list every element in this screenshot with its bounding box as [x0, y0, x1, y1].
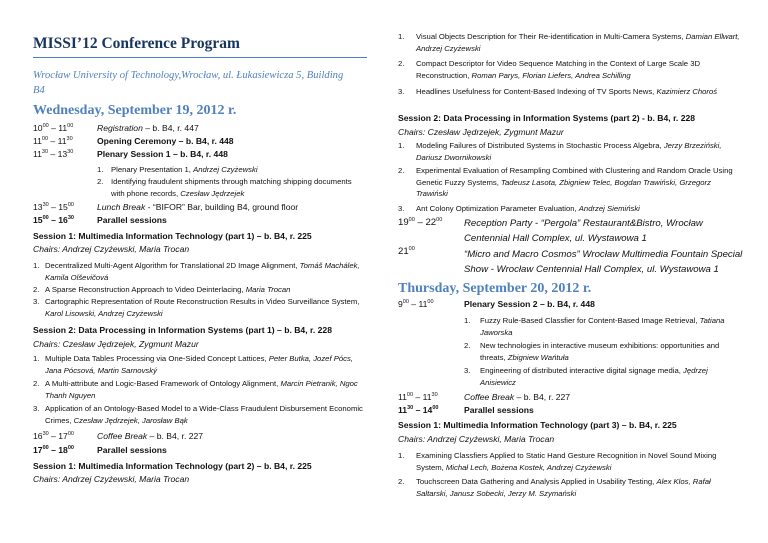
event-plenary-1: Plenary Session 1 – b. B4, r. 448: [97, 149, 228, 159]
event-lunch: Lunch Break - “BIFOR” Bar, building B4, ground floor: [97, 202, 299, 212]
list-item: 1. Plenary Presentation 1, Andrzej Czyżewski: [97, 165, 258, 174]
list-item: 2. A Sparse Reconstruction Approach to Video Deinterlacing, Maria Trocan: [33, 285, 291, 294]
list-item: 2. New technologies in interactive museum exhibitions: opportunities and threats, Zbigniew Wańtuła: [464, 341, 720, 362]
event-fountain-show: “Micro and Macro Cosmos” Wrocław Multimedia Fountain Special: [464, 249, 743, 260]
session-chairs: Chairs: Andrzej Czyżewski, Maria Trocan: [33, 244, 190, 254]
list-item: 2. A Multi-attribute and Logic-Based Framework of Ontology Alignment, Marcin Pietranik, Ngoc Thanh Nguyen: [33, 379, 358, 400]
title-divider: [33, 57, 367, 58]
session-chairs: Chairs: Andrzej Czyżewski, Maria Trocan: [398, 434, 555, 444]
time-slot: $11^{00} - 11^{30}$: [398, 392, 438, 402]
list-item: 3. Cartographic Representation of Route Reconstruction Results in Video Surveillance System, Karol Lisowski, Andrzej Czyżewski: [33, 297, 360, 318]
time-slot: $9^{00} - 11^{00}$: [398, 299, 434, 309]
list-item: 1. Decentralized Multi-Agent Algorithm for Translational 2D Image Alignment, Tomáš Machálek, Kamila Olševičová: [33, 261, 360, 282]
page-title: MISSI’12 Conference Program: [33, 35, 240, 52]
time-slot: $19^{00} - 22^{00}$: [398, 217, 443, 229]
list-item: 3. Headlines Usefulness for Content-Based Indexing of TV Sports News, Kazimierz Choroś: [398, 87, 718, 96]
list-item: 3. Engineering of distributed interactive digital signage media, Jędrzej Anisiewicz: [464, 366, 708, 387]
list-item: 2. Compact Descriptor for Video Sequence Matching in the Context of Large Scale 3D Reconstruction, Roman Parys, Florian Liefers, Andrea Schilling: [398, 59, 701, 80]
session-chairs: Chairs: Andrzej Czyżewski, Maria Trocan: [33, 474, 190, 484]
session-title: Session 1: Multimedia Information Technology (part 1) – b. B4, r. 225: [33, 231, 312, 241]
time-slot: $13^{30} - 15^{00}$: [33, 202, 74, 212]
session-chairs: Chairs: Czesław Jędrzejek, Zygmunt Mazur: [398, 127, 564, 137]
list-item: 3. Application of an Ontology-Based Model to a Wide-Class Fraudulent Disbursement Economic Crimes, Czesław Jędrzejek, Jarosław Bąk: [33, 404, 363, 425]
time-slot: $11^{00} - 11^{30}$: [33, 136, 73, 146]
event-parallel: Parallel sessions: [97, 215, 167, 225]
event-reception: Reception Party - “Pergola” Restaurant&Bistro, Wrocław: [464, 218, 703, 229]
venue-subtitle: Wrocław University of Technology,Wrocław, ul. Łukasiewicza 5, Building B4: [33, 70, 344, 96]
list-item: 1. Fuzzy Rule-Based Classfier for Content-Based Image Retrieval, Tatiana Jaworska: [464, 316, 725, 337]
event-parallel: Parallel sessions: [464, 405, 534, 415]
list-item: 2. Identifying fraudulent shipments through matching shipping documents with phone records, Czesław Jędrzejek: [97, 177, 352, 198]
time-slot: $11^{30} - 13^{30}$: [33, 149, 74, 159]
time-slot: $21^{00}$: [398, 246, 415, 258]
event-coffee-break: Coffee Break – b. B4, r. 227: [97, 431, 204, 441]
session-chairs: Chairs: Czesław Jędrzejek, Zygmunt Mazur: [33, 339, 199, 349]
session-title: Session 1: Multimedia Information Technology (part 3) – b. B4, r. 225: [398, 420, 677, 430]
time-slot: $10^{00} - 11^{00}$: [33, 123, 74, 133]
event-opening: Opening Ceremony – b. B4, r. 448: [97, 136, 234, 146]
list-item: 1. Multiple Data Tables Processing via One-Sided Concept Lattices, Peter Butka, Jozef Pócs, Jana Pócsová, Martin Sarnovský: [33, 354, 353, 375]
list-item: 3. Ant Colony Optimization Parameter Evaluation, Andrzej Siemiński: [398, 204, 640, 213]
list-item: 1. Visual Objects Description for Their Re-identification in Multi-Camera Systems, Damian Ellwart, Andrzej Czyżewski: [398, 32, 740, 53]
list-item: 2. Experimental Evaluation of Resampling Combined with Clustering and Random Oracle Using Genetic Fuzzy Systems, Tadeusz Lasota, Zbigniew Telec, Bogdan Trawiński, Grzegorz Trawiński: [398, 166, 733, 199]
day-heading-thursday: Thursday, September 20, 2012 r.: [398, 281, 592, 296]
session-title: Session 2: Data Processing in Information Systems (part 1) – b. B4, r. 228: [33, 325, 332, 335]
time-slot: $11^{30} - 14^{00}$: [398, 405, 439, 415]
event-fountain-venue: Show - Wrocław Centennial Hall Complex, ul. Wystawowa 1: [464, 264, 719, 275]
event-coffee-break: Coffee Break – b. B4, r. 227: [464, 392, 571, 402]
list-item: 1. Examining Classfiers Applied to Static Hand Gesture Recognition in Novel Sound Mixing System, Michał Lech, Bożena Kostek, Andrzej Czyżewski: [398, 451, 717, 472]
event-registration: Registration – b. B4, r. 447: [97, 123, 199, 133]
time-slot: $16^{30} - 17^{00}$: [33, 431, 74, 441]
time-slot: $17^{00} - 18^{00}$: [33, 445, 74, 455]
event-parallel: Parallel sessions: [97, 445, 167, 455]
event-plenary-2: Plenary Session 2 – b. B4, r. 448: [464, 299, 595, 309]
event-reception-venue: Centennial Hall Complex, ul. Wystawowa 1: [464, 233, 647, 244]
list-item: 2. Touchscreen Data Gathering and Analysis Applied in Usability Testing, Alex Klos, Rafał Saltarski, Janusz Sobecki, Jerzy M. Szymański: [398, 477, 711, 498]
day-heading-wednesday: Wednesday, September 19, 2012 r.: [33, 103, 237, 118]
list-item: 1. Modeling Failures of Distributed Systems in Stochastic Process Algebra, Jerzy Brzeziński, Dariusz Dwornikowski: [398, 141, 722, 162]
session-title: Session 1: Multimedia Information Technology (part 2) – b. B4, r. 225: [33, 461, 312, 471]
session-title: Session 2: Data Processing in Information Systems (part 2) - b. B4, r. 228: [398, 113, 696, 123]
time-slot: $15^{00} - 16^{30}$: [33, 215, 74, 225]
